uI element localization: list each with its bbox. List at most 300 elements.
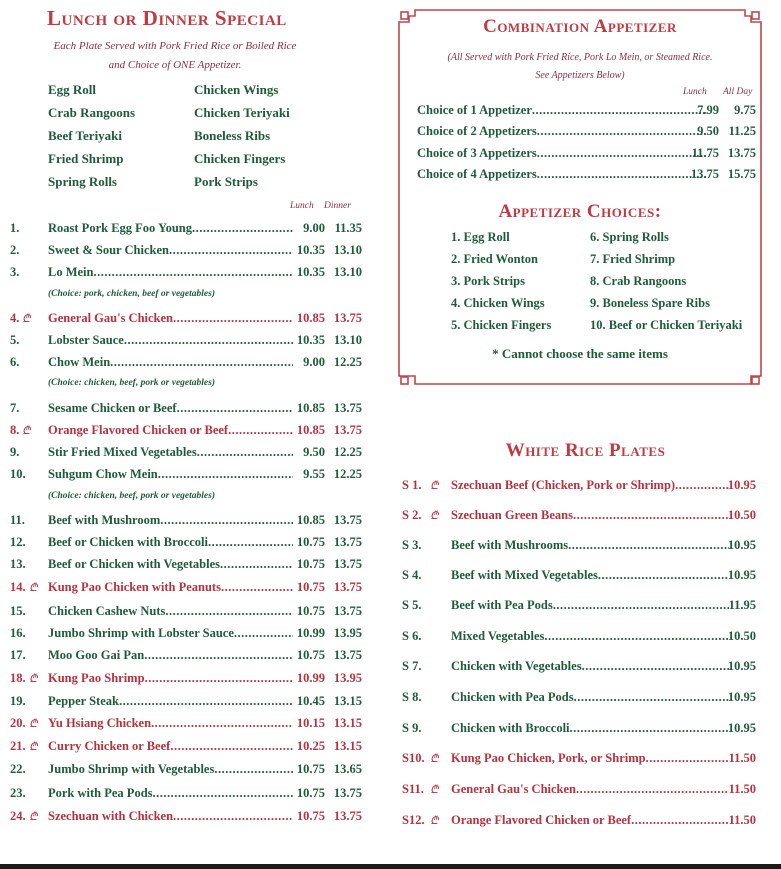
menu-item-row	[10, 355, 362, 373]
combo-lunch-price: 13.75	[690, 167, 719, 181]
dot-leader	[532, 103, 707, 118]
item-name: Szechuan with Chicken	[48, 809, 174, 823]
dot-leader	[537, 124, 707, 139]
appetizer-option: Boneless Ribs	[194, 128, 271, 143]
item-name-wrap	[48, 716, 293, 731]
item-number: 10.	[10, 467, 26, 481]
item-number: 22.	[10, 762, 26, 776]
appetizer-option: Spring Rolls	[48, 174, 117, 189]
spicy-pepper-icon: ₾	[29, 582, 38, 594]
dot-leader	[570, 721, 729, 736]
white-rice-row	[402, 690, 757, 708]
appetizer-choice: 10. Beef or Chicken Teriyaki	[590, 318, 743, 332]
item-number: 13.	[10, 557, 26, 571]
item-number: 3.	[10, 265, 20, 279]
white-rice-row	[402, 751, 757, 769]
item-name: Szechuan Green Beans	[451, 508, 573, 522]
spicy-pepper-icon: ₾	[29, 811, 38, 823]
item-name: Moo Goo Gai Pan	[48, 648, 145, 662]
spicy-pepper-icon: ₾	[430, 815, 439, 827]
item-name: Beef with Mushrooms	[451, 538, 569, 552]
menu-item-row	[10, 401, 362, 419]
item-number: 1.	[10, 221, 20, 235]
item-name: Kung Pao Shrimp	[48, 671, 145, 685]
appetizer-option: Pork Strips	[194, 174, 258, 189]
appetizer-option: Chicken Wings	[194, 82, 279, 97]
item-price: 10.95	[727, 478, 756, 492]
menu-item-row	[10, 671, 362, 689]
bottom-bar	[0, 864, 781, 869]
dinner-price: 13.75	[333, 401, 362, 415]
item-name: Curry Chicken or Beef	[48, 739, 171, 753]
dot-leader	[220, 557, 293, 572]
spicy-pepper-icon: ₾	[22, 313, 31, 325]
dot-leader	[160, 513, 293, 528]
item-name: Chow Mein	[48, 355, 111, 369]
lunch-price: 10.25	[296, 739, 325, 753]
item-name-wrap	[48, 809, 293, 824]
lunch-price: 10.35	[296, 265, 325, 279]
item-name-wrap	[48, 786, 293, 801]
combination-title: Combination Appetizer	[483, 16, 677, 37]
appetizer-choice: 2. Fried Wonton	[451, 252, 538, 266]
combo-lunch-header: Lunch	[683, 87, 707, 97]
item-number: 20.	[10, 716, 26, 730]
menu-item-row	[10, 467, 362, 485]
item-name-wrap	[48, 557, 293, 572]
spicy-pepper-icon: ₾	[430, 510, 439, 522]
item-name-wrap	[451, 751, 729, 766]
white-rice-row	[402, 659, 757, 677]
item-name: Kung Pao Chicken, Pork, or Shrimp	[451, 751, 646, 765]
lunch-price: 10.75	[296, 604, 325, 618]
lunch-price: 9.55	[303, 467, 325, 481]
spicy-pepper-icon: ₾	[29, 741, 38, 753]
item-number: 17.	[10, 648, 26, 662]
lunch-price: 10.35	[296, 333, 325, 347]
item-price: 10.95	[727, 659, 756, 673]
item-name-wrap	[48, 243, 293, 258]
item-name-wrap	[48, 648, 293, 663]
dot-leader	[228, 423, 293, 438]
item-name: Orange Flavored Chicken or Beef	[451, 813, 632, 827]
appetizer-option: Chicken Fingers	[194, 151, 286, 166]
combo-price-row	[417, 146, 757, 164]
item-name-wrap	[48, 694, 293, 709]
white-rice-row	[402, 568, 757, 586]
dot-leader	[93, 265, 293, 280]
item-name-wrap	[48, 355, 293, 370]
item-name: Pork with Pea Pods	[48, 786, 153, 800]
dot-leader	[234, 626, 293, 641]
item-name-wrap	[48, 265, 293, 280]
item-number: 6.	[10, 355, 20, 369]
dinner-price: 12.25	[333, 355, 362, 369]
dot-leader	[158, 467, 293, 482]
item-price: 10.50	[727, 629, 756, 643]
combo-name-wrap	[417, 146, 707, 161]
spicy-pepper-icon: ₾	[29, 718, 38, 730]
dot-leader	[177, 401, 293, 416]
lunch-price: 10.75	[296, 557, 325, 571]
item-number: S 5.	[402, 598, 422, 612]
item-number: 18.	[10, 671, 26, 685]
dot-leader	[192, 221, 293, 236]
combo-lunch-price: 9.50	[697, 124, 719, 138]
dot-leader	[537, 167, 707, 182]
combination-appetizer-box	[397, 8, 763, 386]
menu-item-row	[10, 786, 362, 804]
menu-item-row	[10, 333, 362, 351]
lunch-price: 10.99	[296, 626, 325, 640]
item-name-wrap	[48, 401, 293, 416]
item-number: 9.	[10, 445, 20, 459]
dot-leader	[573, 508, 729, 523]
item-name-wrap	[48, 311, 293, 326]
item-number: 8.	[10, 423, 20, 437]
dot-leader	[208, 535, 293, 550]
lunch-price: 10.85	[296, 311, 325, 325]
combination-subtitle-2: See Appetizers Below)	[535, 70, 625, 81]
lunch-price: 10.15	[296, 716, 325, 730]
dot-leader	[598, 568, 729, 583]
item-name-wrap	[48, 333, 293, 348]
dinner-price: 13.10	[333, 333, 362, 347]
dinner-price: 13.65	[333, 762, 362, 776]
item-name: Kung Pao Chicken with Peanuts	[48, 580, 221, 594]
item-name: General Gau's Chicken	[48, 311, 174, 325]
dinner-price: 12.25	[333, 467, 362, 481]
item-name-wrap	[48, 626, 293, 641]
white-rice-row	[402, 538, 757, 556]
item-number: S 9.	[402, 721, 422, 735]
dot-leader	[170, 739, 293, 754]
item-number: S 8.	[402, 690, 422, 704]
item-number: 12.	[10, 535, 26, 549]
lunch-price: 10.35	[296, 243, 325, 257]
dinner-price: 13.75	[333, 648, 362, 662]
item-number: S12.	[402, 813, 425, 827]
item-number: 14.	[10, 580, 26, 594]
combo-price-row	[417, 167, 757, 185]
item-number: 15.	[10, 604, 26, 618]
menu-item-row	[10, 265, 362, 283]
lunch-price: 10.99	[296, 671, 325, 685]
item-name-wrap	[48, 467, 293, 482]
item-number: 7.	[10, 401, 20, 415]
white-rice-row	[402, 782, 757, 800]
item-name: Beef or Chicken with Vegetables	[48, 557, 220, 571]
item-name: Jumbo Shrimp with Vegetables	[48, 762, 215, 776]
dot-leader	[574, 690, 729, 705]
item-name: Jumbo Shrimp with Lobster Sauce	[48, 626, 234, 640]
combo-lunch-price: 7.99	[697, 103, 719, 117]
spicy-pepper-icon: ₾	[430, 784, 439, 796]
item-name: Yu Hsiang Chicken	[48, 716, 152, 730]
dinner-price: 13.75	[333, 786, 362, 800]
item-price: 11.50	[728, 751, 756, 765]
item-number: S 2.	[402, 508, 422, 522]
item-price: 11.95	[728, 598, 756, 612]
combo-lunch-price: 11.75	[691, 146, 719, 160]
item-name: Chicken with Broccoli	[451, 721, 570, 735]
appetizer-choice: 4. Chicken Wings	[451, 296, 545, 310]
dot-leader	[537, 146, 707, 161]
combo-allday-header: All Day	[723, 87, 753, 97]
white-rice-row	[402, 478, 757, 496]
item-name: General Gau's Chicken	[451, 782, 577, 796]
item-name: Chicken Cashew Nuts	[48, 604, 166, 618]
item-name-wrap	[48, 580, 293, 595]
dinner-price: 11.35	[334, 221, 362, 235]
dot-leader	[145, 671, 293, 686]
spicy-pepper-icon: ₾	[430, 753, 439, 765]
dot-leader	[576, 782, 729, 797]
combo-price-row	[417, 124, 757, 142]
item-price: 11.50	[728, 782, 756, 796]
item-name-wrap	[451, 721, 729, 736]
item-number: S11.	[402, 782, 424, 796]
appetizer-choice: 8. Crab Rangoons	[590, 274, 687, 288]
dot-leader	[119, 694, 293, 709]
combo-name: Choice of 3 Appetizers	[417, 146, 537, 160]
dinner-price: 13.10	[333, 243, 362, 257]
lunch-price: 10.75	[296, 786, 325, 800]
item-name-wrap	[451, 690, 729, 705]
item-name-wrap	[451, 508, 729, 523]
menu-item-row	[10, 557, 362, 575]
dot-leader	[568, 538, 729, 553]
item-number: 24.	[10, 809, 26, 823]
lunch-column-header: Lunch	[290, 201, 314, 211]
white-rice-row	[402, 813, 757, 831]
menu-item-row	[10, 716, 362, 734]
dinner-price: 13.75	[333, 557, 362, 571]
appetizer-option: Crab Rangoons	[48, 105, 136, 120]
appetizer-option: Beef Teriyaki	[48, 128, 123, 143]
dot-leader	[173, 311, 293, 326]
dinner-price: 13.75	[333, 513, 362, 527]
item-name-wrap	[48, 604, 293, 619]
item-number: S 1.	[402, 478, 422, 492]
item-price: 11.50	[728, 813, 756, 827]
item-note: (Choice: chicken, beef, pork or vegetables)	[48, 491, 215, 501]
white-rice-row	[402, 598, 757, 616]
item-name-wrap	[48, 423, 293, 438]
combo-allday-price: 9.75	[734, 103, 756, 117]
dinner-price: 13.75	[333, 535, 362, 549]
lunch-dinner-title: Lunch or Dinner Special	[47, 6, 287, 30]
item-number: S 7.	[402, 659, 422, 673]
dinner-price: 13.10	[333, 265, 362, 279]
menu-item-row	[10, 513, 362, 531]
item-name: Roast Pork Egg Foo Young	[48, 221, 192, 235]
item-name-wrap	[451, 782, 729, 797]
lunch-price: 10.45	[296, 694, 325, 708]
dot-leader	[221, 580, 293, 595]
item-note: (Choice: pork, chicken, beef or vegetables)	[48, 289, 215, 299]
combination-subtitle-1: (All Served with Pork Fried Rice, Pork Lo Mein, or Steamed Rice.	[447, 52, 713, 63]
menu-item-row	[10, 626, 362, 644]
menu-item-row	[10, 243, 362, 261]
item-number: 19.	[10, 694, 26, 708]
dinner-price: 13.75	[333, 311, 362, 325]
lunch-price: 9.00	[303, 221, 325, 235]
white-rice-row	[402, 721, 757, 739]
dinner-price: 13.15	[333, 716, 362, 730]
lunch-price: 10.75	[296, 809, 325, 823]
dinner-price: 13.75	[333, 604, 362, 618]
lunch-price: 10.75	[296, 762, 325, 776]
menu-item-row	[10, 311, 362, 329]
dinner-price: 13.95	[333, 626, 362, 640]
dinner-price: 13.95	[333, 671, 362, 685]
item-name: Suhgum Chow Mein	[48, 467, 158, 481]
lunch-price: 9.50	[303, 445, 325, 459]
lunch-price: 10.85	[296, 423, 325, 437]
item-number: 11.	[10, 513, 25, 527]
appetizer-choices-title: Appetizer Choices:	[498, 201, 662, 222]
menu-item-row	[10, 535, 362, 553]
dot-leader	[110, 355, 293, 370]
dot-leader	[165, 604, 293, 619]
menu-item-row	[10, 221, 362, 239]
appetizer-option: Chicken Teriyaki	[194, 105, 290, 120]
appetizer-choice: 3. Pork Strips	[451, 274, 525, 288]
item-number: 2.	[10, 243, 20, 257]
dot-leader	[144, 648, 293, 663]
item-number: S 3.	[402, 538, 422, 552]
dot-leader	[544, 629, 729, 644]
item-name-wrap	[451, 813, 729, 828]
menu-item-row	[10, 762, 362, 780]
item-name: Szechuan Beef (Chicken, Pork or Shrimp)	[451, 478, 676, 492]
menu-item-row	[10, 445, 362, 463]
combo-allday-price: 11.25	[728, 124, 756, 138]
appetizer-choice: 5. Chicken Fingers	[451, 318, 552, 332]
item-price: 10.50	[727, 508, 756, 522]
dot-leader	[173, 809, 293, 824]
dot-leader	[151, 716, 293, 731]
combo-allday-price: 13.75	[727, 146, 756, 160]
item-name: Beef with Mushroom	[48, 513, 161, 527]
menu-item-row	[10, 694, 362, 712]
dinner-column-header: Dinner	[324, 201, 351, 211]
dinner-price: 13.75	[333, 580, 362, 594]
dot-leader	[675, 478, 729, 493]
item-name-wrap	[48, 762, 293, 777]
menu-item-row	[10, 739, 362, 757]
menu-item-row	[10, 580, 362, 598]
item-number: 5.	[10, 333, 20, 347]
item-name-wrap	[451, 478, 729, 493]
item-number: S 6.	[402, 629, 422, 643]
item-name: Chicken with Vegetables	[451, 659, 582, 673]
spicy-pepper-icon: ₾	[29, 673, 38, 685]
dot-leader	[646, 751, 729, 766]
item-number: S 4.	[402, 568, 422, 582]
item-number: 16.	[10, 626, 26, 640]
lunch-dinner-subtitle-2: and Choice of ONE Appetizer.	[108, 59, 242, 71]
combo-name: Choice of 4 Appetizers	[417, 167, 537, 181]
combo-name-wrap	[417, 167, 707, 182]
item-number: 23.	[10, 786, 26, 800]
item-price: 10.95	[727, 721, 756, 735]
dinner-price: 13.15	[333, 694, 362, 708]
combo-name-wrap	[417, 103, 707, 118]
dot-leader	[124, 333, 293, 348]
item-name: Sesame Chicken or Beef	[48, 401, 177, 415]
item-name-wrap	[451, 598, 729, 613]
item-name-wrap	[48, 445, 293, 460]
white-rice-row	[402, 629, 757, 647]
item-name-wrap	[451, 568, 729, 583]
item-note: (Choice: chicken, beef, pork or vegetables)	[48, 378, 215, 388]
dot-leader	[631, 813, 729, 828]
dinner-price: 12.25	[333, 445, 362, 459]
item-name-wrap	[48, 671, 293, 686]
combo-name-wrap	[417, 124, 707, 139]
item-name: Chicken with Pea Pods	[451, 690, 574, 704]
combo-allday-price: 15.75	[727, 167, 756, 181]
lunch-price: 9.00	[303, 355, 325, 369]
item-price: 10.95	[727, 690, 756, 704]
item-name: Lo Mein	[48, 265, 94, 279]
lunch-price: 10.75	[296, 580, 325, 594]
lunch-price: 10.85	[296, 401, 325, 415]
cannot-choose-note: * Cannot choose the same items	[492, 346, 668, 361]
item-name-wrap	[48, 513, 293, 528]
lunch-price: 10.85	[296, 513, 325, 527]
item-name-wrap	[451, 659, 729, 674]
appetizer-option: Fried Shrimp	[48, 151, 124, 166]
item-name: Beef or Chicken with Broccoli	[48, 535, 208, 549]
item-name-wrap	[48, 221, 293, 236]
item-number: 4.	[10, 311, 20, 325]
item-name: Pepper Steak	[48, 694, 119, 708]
white-rice-title: White Rice Plates	[505, 440, 666, 461]
dot-leader	[553, 598, 729, 613]
appetizer-choice: 7. Fried Shrimp	[590, 252, 676, 266]
item-number: S10.	[402, 751, 425, 765]
item-name: Orange Flavored Chicken or Beef	[48, 423, 229, 437]
item-name-wrap	[451, 538, 729, 553]
item-number: 21.	[10, 739, 26, 753]
combo-price-row	[417, 103, 757, 121]
dot-leader	[214, 762, 293, 777]
menu-item-row	[10, 648, 362, 666]
combo-name: Choice of 2 Appetizers	[417, 124, 537, 138]
appetizer-option: Egg Roll	[48, 82, 97, 97]
item-price: 10.95	[727, 538, 756, 552]
item-name-wrap	[48, 535, 293, 550]
lunch-price: 10.75	[296, 648, 325, 662]
dot-leader	[197, 445, 293, 460]
menu-item-row	[10, 809, 362, 827]
lunch-price: 10.75	[296, 535, 325, 549]
menu-item-row	[10, 423, 362, 441]
menu-item-row	[10, 604, 362, 622]
item-name: Sweet & Sour Chicken	[48, 243, 169, 257]
combo-name: Choice of 1 Appetizer	[417, 103, 532, 117]
item-name: Lobster Sauce	[48, 333, 124, 347]
white-rice-row	[402, 508, 757, 526]
item-price: 10.95	[727, 568, 756, 582]
spicy-pepper-icon: ₾	[430, 480, 439, 492]
dinner-price: 13.75	[333, 809, 362, 823]
appetizer-choice: 1. Egg Roll	[451, 230, 510, 244]
item-name: Stir Fried Mixed Vegetables	[48, 445, 197, 459]
